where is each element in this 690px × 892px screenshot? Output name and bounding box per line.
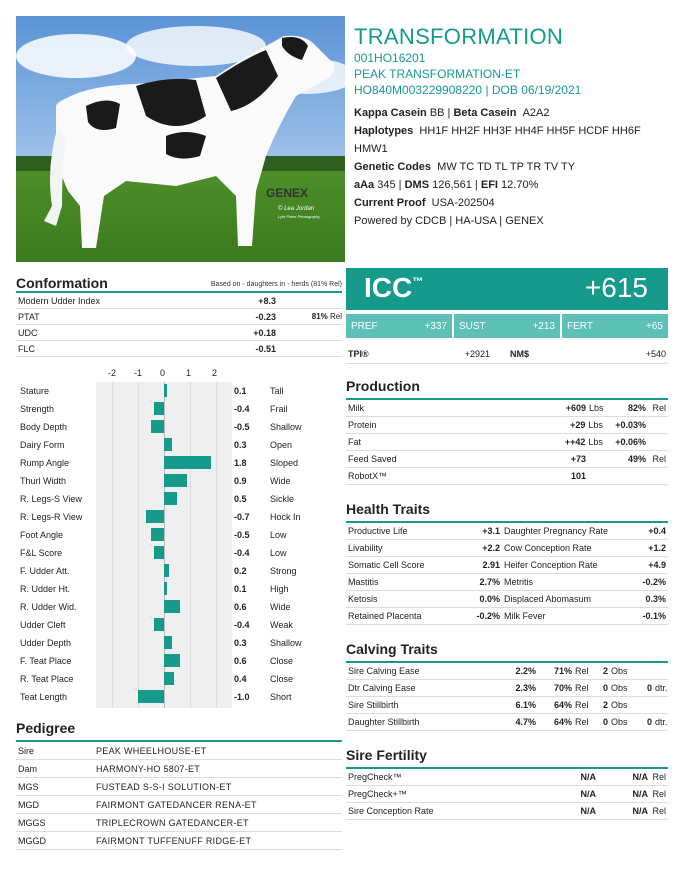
tpi-label: TPI® — [348, 348, 369, 359]
calving-rel: 64% — [553, 700, 572, 710]
fertility-label: PregCheck+™ — [348, 789, 407, 799]
trait-value: 0.1 — [234, 584, 247, 594]
icc-banner — [346, 268, 668, 310]
conformation-value: -0.51 — [255, 343, 276, 354]
current-proof-line: Current Proof USA-202504 — [354, 197, 495, 209]
bull-full-name: PEAK TRANSFORMATION-ET — [354, 67, 521, 81]
fertility-value: N/A — [580, 772, 596, 782]
calving-label: Daughter Stillbirth — [348, 717, 420, 727]
health-row — [346, 608, 668, 625]
fertility-label: Sire Conception Rate — [348, 806, 434, 816]
linear-trait-row — [16, 688, 342, 706]
trait-descriptor: Open — [270, 440, 293, 450]
calving-title: Calving Traits — [346, 641, 438, 657]
conformation-row — [16, 293, 342, 309]
trait-value: -0.5 — [234, 530, 250, 540]
nm-value: +540 — [645, 348, 666, 359]
scale-tick-label: -1 — [134, 368, 143, 378]
calving-obs: 0 — [602, 717, 608, 727]
linear-trait-row — [16, 454, 342, 472]
fertility-rel-unit: Rel — [652, 806, 666, 816]
fertility-value: N/A — [580, 806, 596, 816]
fertility-row — [346, 786, 668, 803]
trait-name: Teat Length — [20, 692, 68, 702]
health-label: Metritis — [504, 577, 533, 587]
trait-value: 0.9 — [234, 476, 247, 486]
brand-logo: GENEX — [266, 186, 309, 200]
health-label: Milk Fever — [504, 611, 546, 621]
linear-trait-row — [16, 382, 342, 400]
pedigree-row — [16, 778, 342, 796]
trait-bar — [164, 600, 180, 613]
bull-name: TRANSFORMATION — [354, 24, 564, 49]
trait-value: 0.1 — [234, 386, 247, 396]
production-label: Feed Saved — [348, 454, 397, 464]
trait-descriptor: Wide — [270, 602, 291, 612]
trait-value: -0.5 — [234, 422, 250, 432]
trait-bar — [164, 438, 172, 451]
trait-name: R. Teat Place — [20, 674, 74, 684]
trait-value: 0.6 — [234, 602, 247, 612]
production-row — [346, 434, 668, 451]
calving-label: Sire Calving Ease — [348, 666, 420, 676]
tpi-nm-row — [346, 344, 668, 364]
subindex-label: SUST — [459, 320, 486, 332]
linear-trait-row — [16, 634, 342, 652]
calving-rel: 71% — [553, 666, 572, 676]
subindex-value: +337 — [424, 320, 447, 332]
production-row — [346, 417, 668, 434]
trait-bar — [138, 690, 164, 703]
genetic-codes-line: Genetic Codes MW TC TD TL TP TR TV TY — [354, 161, 576, 173]
health-value: -0.2% — [476, 611, 500, 621]
conformation-value: +0.18 — [253, 327, 276, 338]
haplotypes-line: Haplotypes HH1F HH2F HH3F HH4F HH5F HCDF HH6F — [354, 125, 641, 137]
bull-header — [354, 24, 674, 230]
production-rel: 82% — [627, 403, 646, 413]
production-row — [346, 468, 668, 485]
linear-traits-chart — [16, 368, 342, 708]
subindex-value: +213 — [532, 320, 555, 332]
production-rel: +0.03% — [615, 420, 647, 430]
health-value: -0.1% — [642, 611, 666, 621]
calving-value: 6.1% — [515, 700, 536, 710]
trait-bar — [164, 582, 167, 595]
trait-value: 0.2 — [234, 566, 247, 576]
calving-value: 2.3% — [515, 683, 536, 693]
pedigree-title: Pedigree — [16, 720, 76, 736]
health-row — [346, 574, 668, 591]
trait-descriptor: Close — [270, 674, 294, 684]
icc-value: +615 — [584, 272, 648, 303]
trait-descriptor: Hock In — [270, 512, 301, 522]
trait-bar — [164, 492, 177, 505]
health-value: +0.4 — [648, 526, 666, 536]
calving-rel: 70% — [553, 683, 572, 693]
trait-descriptor: Shallow — [270, 638, 302, 648]
trait-descriptor: Sickle — [270, 494, 295, 504]
health-label: Retained Placenta — [348, 611, 422, 621]
trait-descriptor: High — [270, 584, 289, 594]
trait-name: R. Legs-R View — [20, 512, 83, 522]
linear-trait-row — [16, 598, 342, 616]
trait-descriptor: Wide — [270, 476, 291, 486]
trait-name: R. Legs-S View — [20, 494, 82, 504]
pedigree-row — [16, 814, 342, 832]
health-label: Heifer Conception Rate — [504, 560, 598, 570]
health-title: Health Traits — [346, 501, 431, 517]
health-value: 2.7% — [479, 577, 500, 587]
conformation-row — [16, 325, 342, 341]
icc-label: ICC™ — [364, 272, 424, 303]
pedigree-animal-name: PEAK WHEELHOUSE-ET — [96, 745, 207, 756]
subindex-label: FERT — [567, 320, 593, 332]
calving-obs: 2 — [602, 700, 608, 710]
health-label: Somatic Cell Score — [348, 560, 425, 570]
icc-subindex — [346, 314, 452, 338]
production-value: +29 — [570, 420, 586, 430]
trait-bar — [164, 636, 172, 649]
conformation-note: Based on - daughters in - herds (81% Rel) — [210, 281, 342, 288]
trait-bar — [164, 564, 169, 577]
scale-tick-label: 0 — [160, 368, 166, 378]
pedigree-animal-name: FUSTEAD S-S-I SOLUTION-ET — [96, 781, 232, 792]
production-section — [346, 378, 668, 485]
production-rel-unit: Rel — [652, 454, 666, 464]
production-row — [346, 400, 668, 417]
icc-subindex — [454, 314, 560, 338]
calving-value: 2.2% — [515, 666, 536, 676]
calving-label: Sire Stillbirth — [348, 700, 399, 710]
icc-subindexes — [346, 314, 668, 338]
calving-row — [346, 663, 668, 680]
haplotypes-line-2: HMW1 — [354, 143, 388, 155]
scale-tick-label: -2 — [108, 368, 117, 378]
fertility-title: Sire Fertility — [346, 747, 427, 763]
fertility-section — [346, 747, 668, 820]
calving-dtr-unit: dtr. — [655, 717, 668, 727]
health-row — [346, 540, 668, 557]
conformation-row — [16, 341, 342, 357]
calving-rel-unit: Rel — [575, 683, 589, 693]
trait-value: -0.4 — [234, 404, 250, 414]
trait-value: 0.5 — [234, 494, 247, 504]
aaa-dms-efi-line: aAa 345 | DMS 126,561 | EFI 12.70% — [354, 179, 539, 191]
health-value: +4.9 — [648, 560, 666, 570]
health-label: Displaced Abomasum — [504, 594, 592, 604]
subindex-label: PREF — [351, 320, 378, 332]
calving-rel-unit: Rel — [575, 717, 589, 727]
trait-name: Foot Angle — [20, 530, 64, 540]
trait-bar — [154, 402, 164, 415]
pedigree-relation: Sire — [18, 745, 35, 756]
fertility-value: N/A — [580, 789, 596, 799]
trait-name: Rump Angle — [20, 458, 70, 468]
calving-row — [346, 680, 668, 697]
health-label: Ketosis — [348, 594, 378, 604]
health-section — [346, 501, 668, 625]
fertility-rel-unit: Rel — [652, 789, 666, 799]
linear-trait-row — [16, 616, 342, 634]
trait-bar — [164, 474, 187, 487]
linear-trait-row — [16, 508, 342, 526]
trait-bar — [164, 654, 180, 667]
linear-trait-row — [16, 670, 342, 688]
calving-dtr: 0 — [646, 717, 652, 727]
conformation-rel: 81% Rel — [311, 312, 342, 321]
scale-tick-label: 1 — [186, 368, 192, 378]
trait-bar — [164, 456, 211, 469]
health-label: Mastitis — [348, 577, 379, 587]
production-unit: Lbs — [588, 420, 603, 430]
fertility-rel: N/A — [632, 789, 648, 799]
production-value: +73 — [570, 454, 586, 464]
pedigree-relation: MGGS — [18, 817, 46, 828]
linear-trait-row — [16, 580, 342, 598]
health-value: +3.1 — [482, 526, 500, 536]
health-row — [346, 557, 668, 574]
calving-label: Dtr Calving Ease — [348, 683, 416, 693]
production-unit: Lbs — [589, 403, 604, 413]
icc-subindex — [562, 314, 668, 338]
linear-trait-row — [16, 472, 342, 490]
registration-dob: HO840M003229908220 | DOB 06/19/2021 — [354, 83, 582, 97]
trait-name: R. Udder Ht. — [20, 584, 71, 594]
trait-name: F. Udder Att. — [20, 566, 70, 576]
linear-trait-row — [16, 490, 342, 508]
health-row — [346, 591, 668, 608]
linear-trait-row — [16, 652, 342, 670]
casein-line: Kappa Casein BB | Beta Casein A2A2 — [354, 107, 550, 119]
health-value: +2.2 — [482, 543, 500, 553]
pedigree-animal-name: FAIRMONT GATEDANCER RENA-ET — [96, 799, 257, 810]
pedigree-animal-name: TRIPLECROWN GATEDANCER-ET — [96, 817, 249, 828]
trait-bar — [146, 510, 164, 523]
production-value: +609 — [565, 403, 586, 413]
production-label: Fat — [348, 437, 362, 447]
pedigree-relation: MGS — [18, 781, 39, 792]
trait-name: Udder Depth — [20, 638, 72, 648]
powered-by-line: Powered by CDCB | HA-USA | GENEX — [354, 215, 544, 227]
trait-descriptor: Sloped — [270, 458, 299, 468]
linear-trait-row — [16, 400, 342, 418]
pedigree-relation: MGGD — [18, 835, 46, 846]
trait-bar — [154, 618, 164, 631]
fertility-row — [346, 803, 668, 820]
trait-name: Strength — [20, 404, 55, 414]
conformation-row — [16, 309, 342, 325]
trait-value: 0.4 — [234, 674, 247, 684]
trait-value: -0.7 — [234, 512, 250, 522]
health-label: Livability — [348, 543, 383, 553]
health-value: -0.2% — [642, 577, 666, 587]
health-label: Cow Conception Rate — [504, 543, 592, 553]
conformation-section — [16, 272, 342, 357]
production-rel-unit: Rel — [652, 403, 666, 413]
production-unit: Lbs — [588, 437, 603, 447]
health-row — [346, 523, 668, 540]
conformation-label: Modern Udder Index — [18, 295, 101, 306]
trait-name: Thurl Width — [20, 476, 67, 486]
trait-name: F&L Score — [20, 548, 63, 558]
calving-dtr-unit: dtr. — [655, 683, 668, 693]
conformation-label: PTAT — [18, 311, 40, 322]
linear-trait-row — [16, 544, 342, 562]
trait-name: F. Teat Place — [20, 656, 72, 666]
pedigree-section — [16, 720, 342, 850]
calving-rel: 64% — [553, 717, 572, 727]
pedigree-animal-name: HARMONY-HO 5807-ET — [96, 763, 201, 774]
pedigree-relation: Dam — [18, 763, 38, 774]
trait-value: -0.4 — [234, 548, 250, 558]
conformation-value: +8.3 — [258, 295, 276, 306]
health-label: Productive Life — [348, 526, 408, 536]
calving-dtr: 0 — [646, 683, 652, 693]
pedigree-row — [16, 742, 342, 760]
fertility-label: PregCheck™ — [348, 772, 402, 782]
calving-rel-unit: Rel — [575, 666, 589, 676]
trait-descriptor: Short — [270, 692, 292, 702]
pedigree-relation: MGD — [18, 799, 39, 810]
fertility-row — [346, 769, 668, 786]
health-value: 2.91 — [482, 560, 500, 570]
linear-trait-row — [16, 562, 342, 580]
calving-value: 4.7% — [515, 717, 536, 727]
trait-name: Dairy Form — [20, 440, 65, 450]
calving-obs: 0 — [602, 683, 608, 693]
bull-code: 001HO16201 — [354, 51, 426, 65]
production-value: ++42 — [564, 437, 586, 447]
production-label: Protein — [348, 420, 377, 430]
calving-row — [346, 697, 668, 714]
bull-illustration — [16, 16, 345, 262]
trait-value: 0.3 — [234, 638, 247, 648]
trait-value: -1.0 — [234, 692, 250, 702]
trait-descriptor: Frail — [270, 404, 288, 414]
calving-section — [346, 641, 668, 731]
calving-obs: 2 — [602, 666, 608, 676]
trait-descriptor: Shallow — [270, 422, 302, 432]
linear-trait-row — [16, 418, 342, 436]
trait-name: Body Depth — [20, 422, 68, 432]
conformation-value: -0.23 — [255, 311, 276, 322]
trait-bar — [164, 672, 174, 685]
trait-descriptor: Weak — [270, 620, 293, 630]
tpi-value: +2921 — [464, 348, 490, 359]
trait-name: Udder Cleft — [20, 620, 66, 630]
pedigree-animal-name: FAIRMONT TUFFENUFF RIDGE-ET — [96, 835, 252, 846]
trait-descriptor: Low — [270, 530, 287, 540]
production-title: Production — [346, 378, 420, 394]
trait-descriptor: Low — [270, 548, 287, 558]
photo-credit-2: Lyle Pines Photography — [278, 214, 321, 219]
production-rel: +0.06% — [615, 437, 647, 447]
pedigree-row — [16, 760, 342, 778]
calving-obs-unit: Obs — [611, 700, 628, 710]
calving-rel-unit: Rel — [575, 700, 589, 710]
pedigree-row — [16, 796, 342, 814]
subindex-value: +65 — [646, 320, 663, 332]
trait-bar — [154, 546, 164, 559]
trait-value: 1.8 — [234, 458, 247, 468]
trait-descriptor: Tall — [270, 386, 284, 396]
production-rel: 49% — [627, 454, 646, 464]
production-value: 101 — [570, 471, 586, 481]
linear-trait-row — [16, 526, 342, 544]
production-label: RobotX™ — [348, 471, 388, 481]
calving-obs-unit: Obs — [611, 683, 628, 693]
trait-bar — [151, 420, 164, 433]
conformation-title: Conformation — [16, 275, 108, 291]
photo-credit: © Lea Jordan — [278, 206, 315, 212]
nm-label: NM$ — [510, 348, 530, 359]
trait-bar — [151, 528, 164, 541]
trait-descriptor: Close — [270, 656, 294, 666]
production-row — [346, 451, 668, 468]
health-value: +1.2 — [648, 543, 666, 553]
conformation-label: FLC — [18, 343, 36, 354]
conformation-label: UDC — [18, 327, 38, 338]
trait-value: 0.3 — [234, 440, 247, 450]
fertility-rel: N/A — [632, 772, 648, 782]
calving-obs-unit: Obs — [611, 666, 628, 676]
health-value: 0.0% — [479, 594, 500, 604]
health-label: Daughter Pregnancy Rate — [504, 526, 609, 536]
fertility-rel-unit: Rel — [652, 772, 666, 782]
bull-photo — [16, 16, 345, 262]
trait-bar — [164, 384, 167, 397]
trait-value: -0.4 — [234, 620, 250, 630]
pedigree-row — [16, 832, 342, 850]
calving-row — [346, 714, 668, 731]
calving-obs-unit: Obs — [611, 717, 628, 727]
production-label: Milk — [348, 403, 364, 413]
fertility-rel: N/A — [632, 806, 648, 816]
scale-tick-label: 2 — [212, 368, 218, 378]
trait-descriptor: Strong — [270, 566, 297, 576]
trait-name: Stature — [20, 386, 50, 396]
trait-name: R. Udder Wid. — [20, 602, 77, 612]
linear-trait-row — [16, 436, 342, 454]
health-value: 0.3% — [645, 594, 666, 604]
trait-value: 0.6 — [234, 656, 247, 666]
